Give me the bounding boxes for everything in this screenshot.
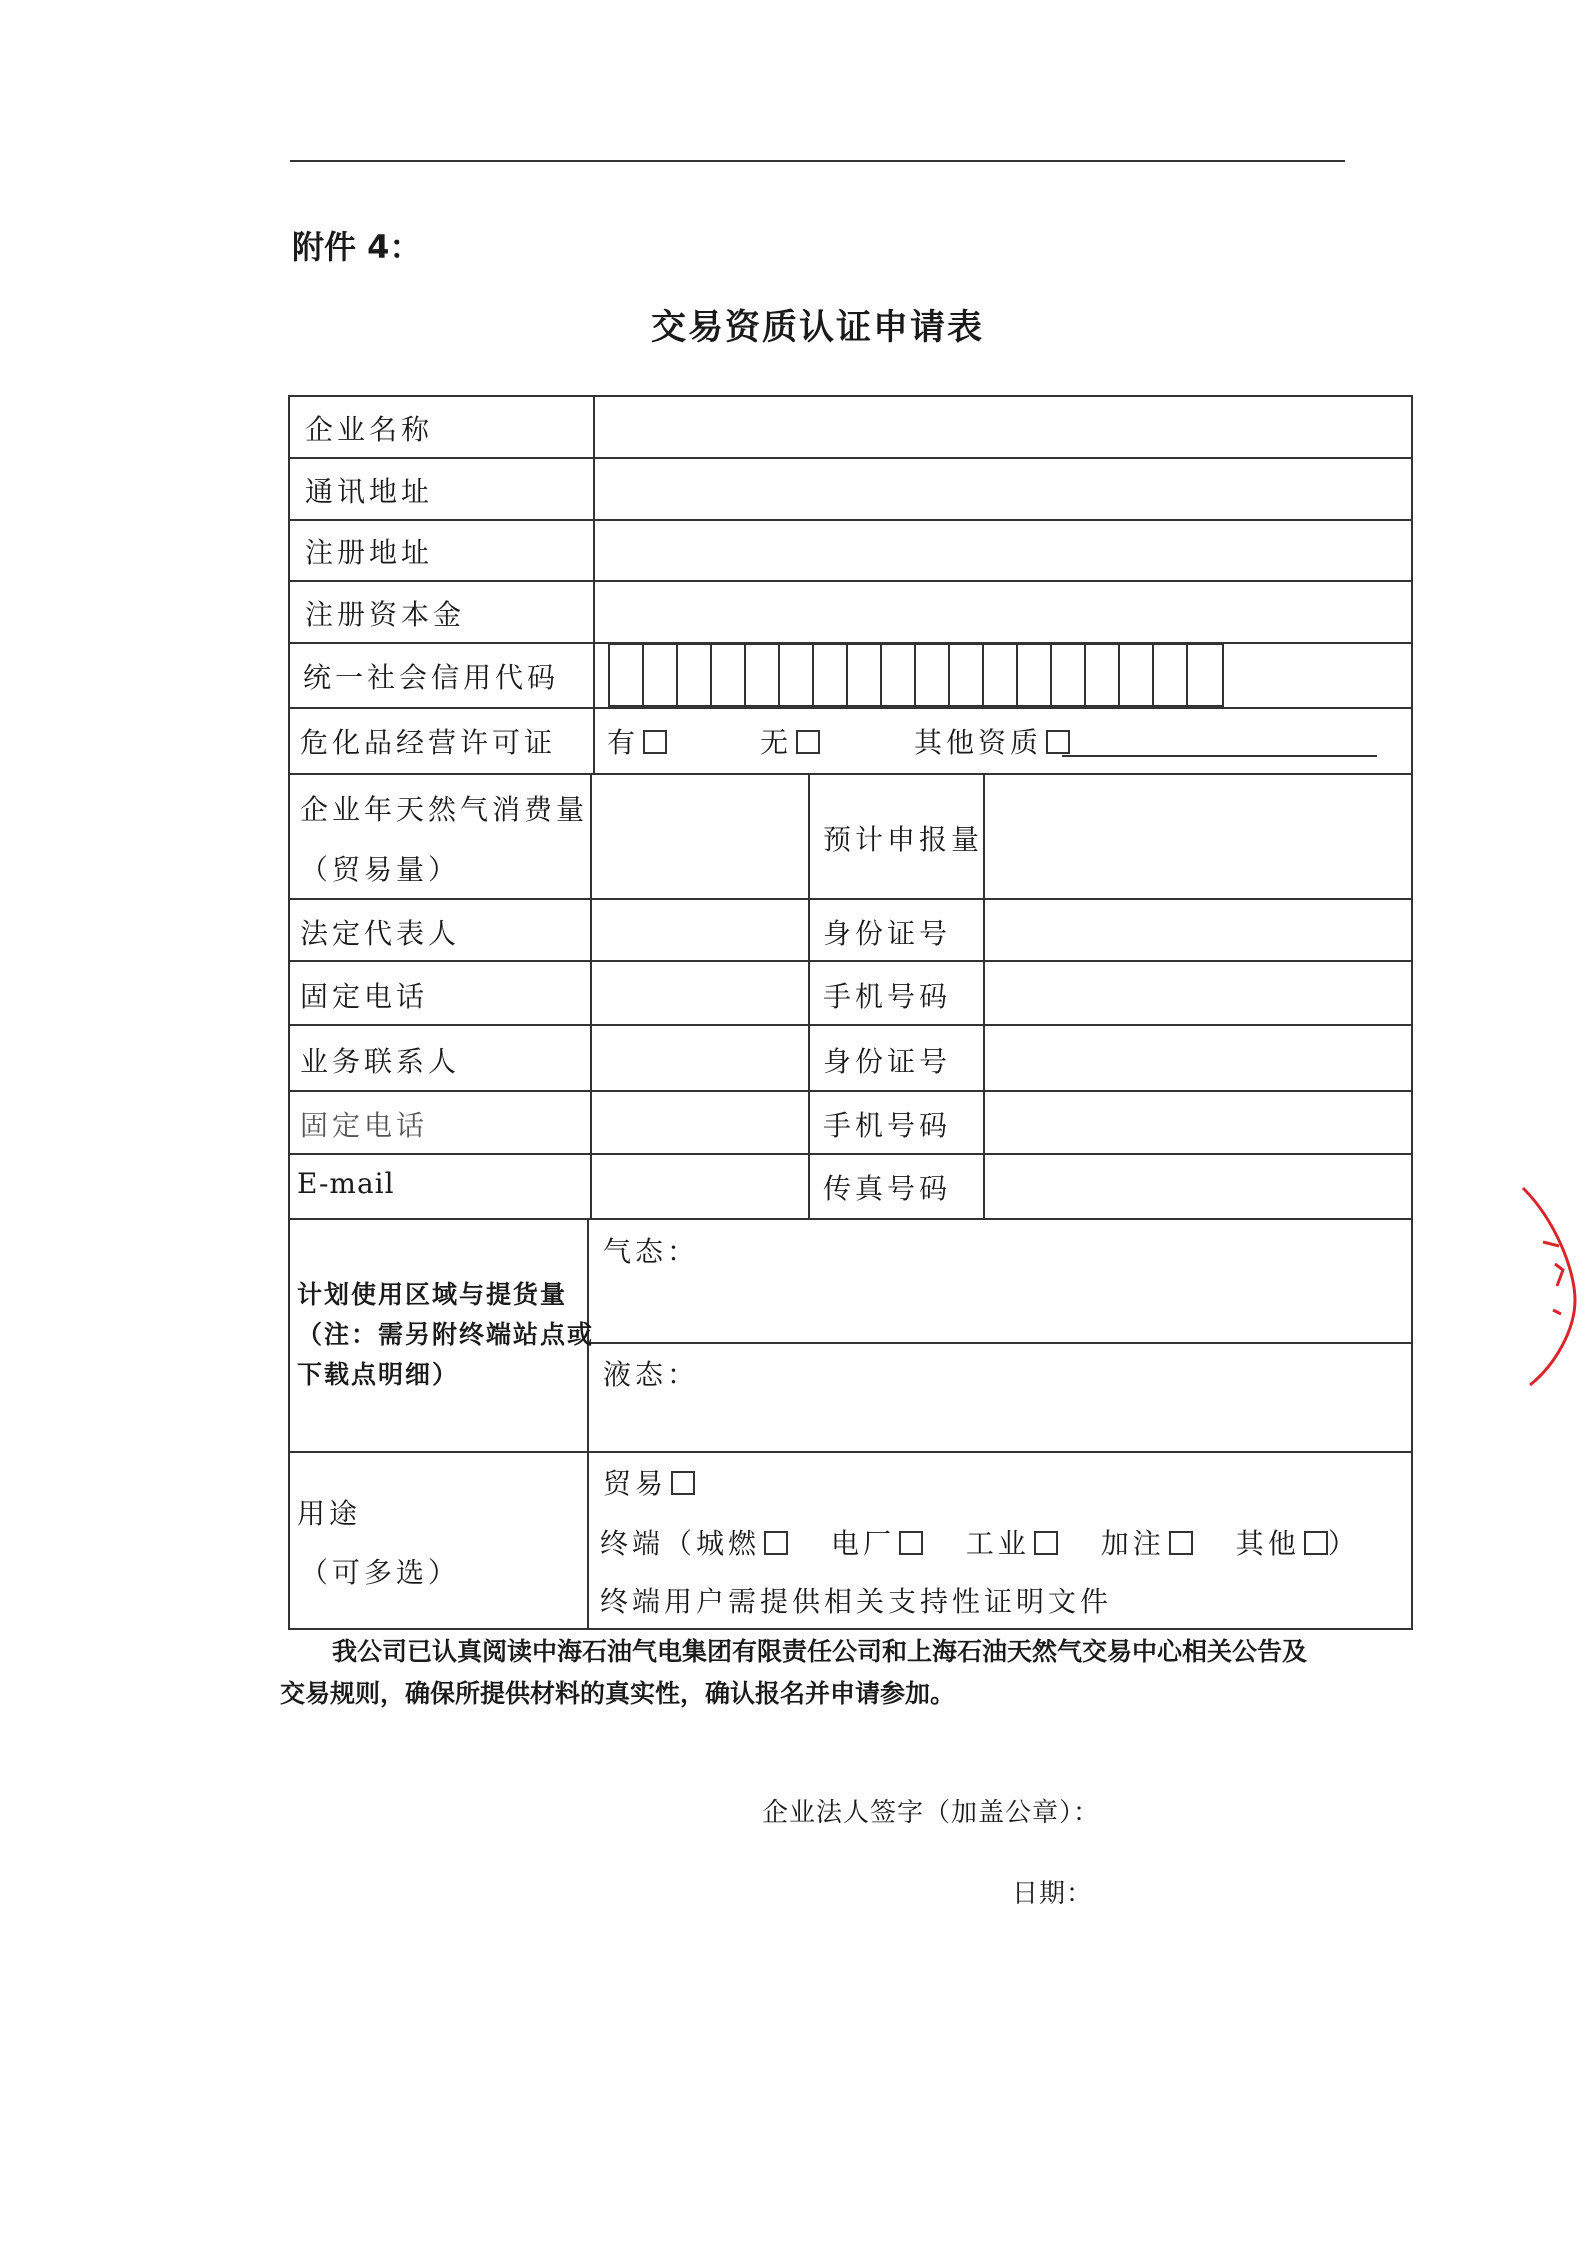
label-landline-1: 固定电话 xyxy=(300,980,429,1013)
hazmat-other-label: 其他资质 xyxy=(914,726,1043,759)
hazmat-yes-label: 有 xyxy=(607,726,640,759)
credit-code-boxes[interactable] xyxy=(608,643,1224,707)
usage-trade-option[interactable] xyxy=(603,1462,695,1502)
hazmat-no-label: 无 xyxy=(760,726,793,759)
label-mobile-1: 手机号码 xyxy=(823,980,952,1013)
usage-other-checkbox[interactable] xyxy=(1304,1531,1328,1555)
label-hazmat-license: 危化品经营许可证 xyxy=(300,726,557,759)
date-label: 日期： xyxy=(1012,1879,1094,1909)
label-liquid-state: 液态： xyxy=(603,1358,700,1391)
hazmat-yes-checkbox[interactable] xyxy=(643,730,667,754)
label-registered-address: 注册地址 xyxy=(305,536,434,569)
hazmat-other-underline[interactable] xyxy=(1062,755,1377,757)
hazmat-yes-option[interactable] xyxy=(607,721,667,761)
label-fax: 传真号码 xyxy=(823,1172,952,1205)
label-id-number-2: 身份证号 xyxy=(823,1045,952,1078)
label-gas-state: 气态： xyxy=(603,1235,700,1268)
usage-city-gas-label: 城燃 xyxy=(696,1527,761,1560)
label-plan-region: 计划使用区域与提货量 xyxy=(297,1280,568,1309)
hazmat-other-option[interactable] xyxy=(914,721,1070,761)
label-id-number-1: 身份证号 xyxy=(823,917,952,950)
usage-trade-checkbox[interactable] xyxy=(671,1471,695,1495)
label-email: E-mail xyxy=(297,1167,395,1200)
usage-industry-label: 工业 xyxy=(965,1527,1030,1560)
label-mobile-2: 手机号码 xyxy=(823,1109,952,1142)
label-registered-capital: 注册资本金 xyxy=(305,598,466,631)
usage-power-plant-label: 电厂 xyxy=(830,1527,895,1560)
company-seal-stamp xyxy=(1515,1180,1587,1390)
label-landline-2: 固定电话 xyxy=(300,1109,429,1142)
label-annual-consumption-note: （贸易量） xyxy=(300,853,461,886)
hazmat-no-checkbox[interactable] xyxy=(796,730,820,754)
usage-terminal-row xyxy=(600,1522,1360,1562)
label-annual-consumption: 企业年天然气消费量 xyxy=(300,793,589,826)
label-mailing-address: 通讯地址 xyxy=(305,475,434,508)
label-credit-code: 统一社会信用代码 xyxy=(303,661,560,694)
signature-label: 企业法人签字（加盖公章）： xyxy=(762,1798,1101,1828)
label-legal-rep: 法定代表人 xyxy=(300,917,461,950)
label-company-name: 企业名称 xyxy=(305,413,434,446)
label-usage: 用途 xyxy=(297,1497,362,1530)
label-plan-note: （注：需另附终端站点或 xyxy=(297,1320,595,1349)
usage-other-label: 其他 xyxy=(1235,1527,1300,1560)
usage-terminal-close: ） xyxy=(1327,1527,1360,1560)
hazmat-no-option[interactable] xyxy=(760,721,820,761)
usage-industry-checkbox[interactable] xyxy=(1034,1531,1058,1555)
declaration-line-1: 我公司已认真阅读中海石油气电集团有限责任公司和上海石油天然气交易中心相关公告及 xyxy=(332,1637,1308,1666)
usage-power-plant-checkbox[interactable] xyxy=(899,1531,923,1555)
declaration-line-2: 交易规则，确保所提供材料的真实性，确认报名并申请参加。 xyxy=(280,1679,956,1708)
label-usage-multi: （可多选） xyxy=(300,1556,461,1589)
usage-terminal-open: 终端（ xyxy=(600,1527,697,1560)
form-title: 交易资质认证申请表 xyxy=(650,308,984,348)
usage-trade-label: 贸易 xyxy=(603,1467,668,1500)
hazmat-other-checkbox[interactable] xyxy=(1046,730,1070,754)
label-expected-declaration: 预计申报量 xyxy=(823,823,984,856)
usage-refuel-checkbox[interactable] xyxy=(1169,1531,1193,1555)
usage-city-gas-checkbox[interactable] xyxy=(764,1531,788,1555)
header-rule xyxy=(290,160,1345,162)
usage-refuel-label: 加注 xyxy=(1100,1527,1165,1560)
attachment-label: 附件 4： xyxy=(292,228,422,266)
label-business-contact: 业务联系人 xyxy=(300,1045,461,1078)
label-plan-note-2: 下载点明细） xyxy=(297,1360,460,1389)
usage-note: 终端用户需提供相关支持性证明文件 xyxy=(600,1585,1113,1618)
